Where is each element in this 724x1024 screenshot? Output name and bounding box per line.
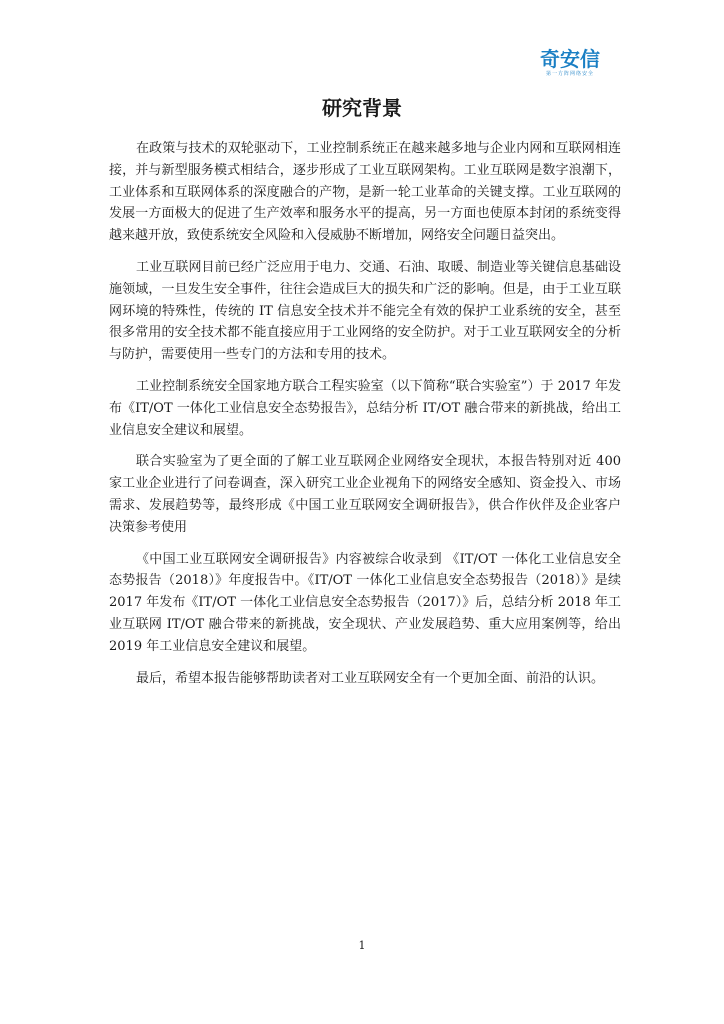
page-number: 1 bbox=[358, 939, 366, 952]
paragraph-6: 最后，希望本报告能够帮助读者对工业互联网安全有一个更加全面、前沿的认识。 bbox=[136, 670, 605, 686]
page-title: 研究背景 bbox=[322, 96, 402, 120]
paragraph-3: 工业控制系统安全国家地方联合工程实验室（以下简称“联合实验室”）于 2017 年发布《IT/OT 一体化工业信息安全态势报告》，总结分析 IT/OT 融合带来的新挑战，给出工业信息安全建议和展望。 bbox=[109, 378, 621, 438]
logo-text: 奇安信 bbox=[540, 47, 600, 71]
paragraph-1: 在政策与技术的双轮驱动下，工业控制系统正在越来越多地与企业内网和互联网相连接，并与新型服务模式相结合，逐步形成了工业互联网架构。工业互联网是数字浪潮下，工业体系和互联网体系的深度融合的产物，是新一轮工业革命的关键支撑。工业互联网的发展一方面极大的促进了生产效率和服务水平的提高，另一方面也使原本封闭的系统变得越来越开放，致使系统安全风险和入侵威胁不断增加，网络安全问题日益突出。 bbox=[109, 141, 621, 244]
paragraph-5: 《中国工业互联网安全调研报告》内容被综合收录到 《IT/OT 一体化工业信息安全态势报告（2018）》年度报告中。《IT/OT 一体化工业信息安全态势报告（2018）》是续 2017 年发布《IT/OT 一体化工业信息安全态势报告（2017）》后，总结分析 2018 年工业互联网 IT/OT 融合带来的新挑战，安全现状、产业发展趋势、重大应用案例等，给出 2019 年工业信息安全建议和展望。 bbox=[109, 551, 621, 654]
document-body bbox=[109, 138, 621, 699]
paragraph-2: 工业互联网目前已经广泛应用于电力、交通、石油、取暖、制造业等关键信息基础设施领域，一旦发生安全事件，往往会造成巨大的损失和广泛的影响。但是，由于工业互联网环境的特殊性，传统的 IT 信息安全技术并不能完全有效的保护工业系统的安全，甚至很多常用的安全技术都不能直接应用于工业网络的安全防护。对于工业互联网安全的分析与防护，需要使用一些专门的方法和专用的技术。 bbox=[109, 259, 621, 363]
company-logo bbox=[538, 48, 602, 78]
logo-slogan: 第一方阵网络安全 bbox=[545, 71, 594, 77]
paragraph-4: 联合实验室为了更全面的了解工业互联网企业网络安全现状，本报告特别对近 400 家工业企业进行了问卷调查，深入研究工业企业视角下的网络安全感知、资金投入、市场需求、发展趋势等，最终形成《中国工业互联网安全调研报告》，供合作伙伴及企业客户决策参考使用 bbox=[109, 454, 621, 535]
